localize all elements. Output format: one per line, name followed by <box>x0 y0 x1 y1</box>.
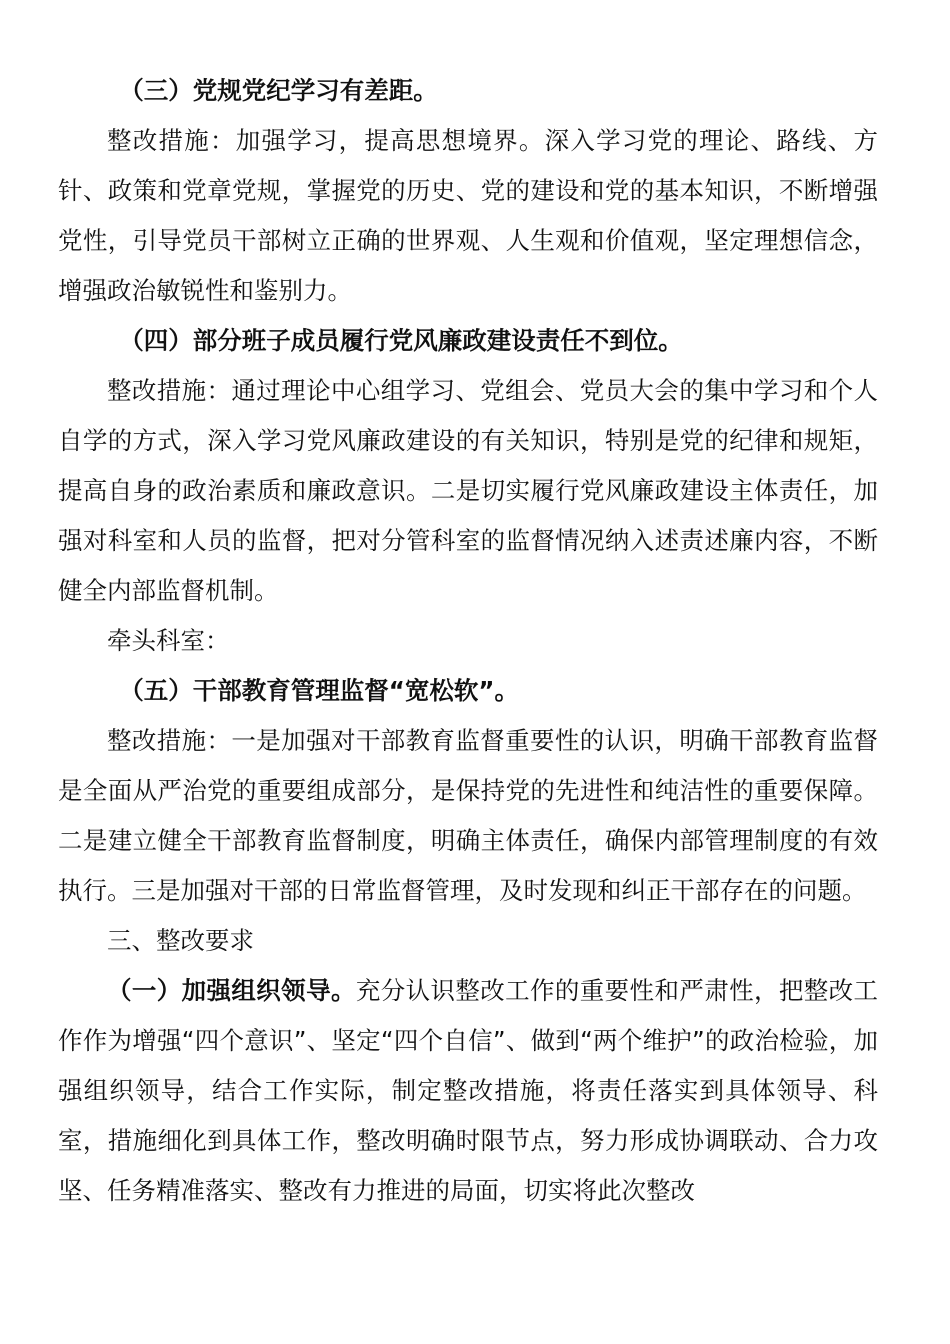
part-title-requirements: 三、整改要求 <box>107 926 254 955</box>
section-heading-5: （五）干部教育管理监督“宽松软”。 <box>119 676 519 705</box>
section-heading-4: （四）部分班子成员履行党风廉政建设责任不到位。 <box>119 326 683 355</box>
document-page <box>58 66 878 1216</box>
requirement-1-body: 充分认识整改工作的重要性和严肃性，把整改工作作为增强“四个意识”、坚定“四个自信”、做到“两个维护”的政治检验，加强组织领导，结合工作实际，制定整改措施，将责任落实到具体领导、科室，措施细化到具体工作，整改明确时限节点，努力形成协调联动、合力攻坚、任务精准落实、整改有力推进的局面，切实将此次整改 <box>58 976 879 1205</box>
lead-department: 牵头科室： <box>107 626 230 655</box>
paragraph-measures-5: 整改措施：一是加强对干部教育监督重要性的认识，明确干部教育监督是全面从严治党的重要组成部分，是保持党的先进性和纯洁性的重要保障。二是建立健全干部教育监督制度，明确主体责任，确保内部管理制度的有效执行。三是加强对干部的日常监督管理，及时发现和纠正干部存在的问题。 <box>58 726 878 905</box>
paragraph-requirement-1 <box>58 966 878 1216</box>
paragraph-measures-4: 整改措施：通过理论中心组学习、党组会、党员大会的集中学习和个人自学的方式，深入学习党风廉政建设的有关知识，特别是党的纪律和规矩，提高自身的政治素质和廉政意识。二是切实履行党风廉政建设主体责任，加强对科室和人员的监督，把对分管科室的监督情况纳入述责述廉内容，不断健全内部监督机制。 <box>58 376 878 605</box>
requirement-1-lead: （一）加强组织领导。 <box>107 976 356 1005</box>
paragraph-measures-3: 整改措施：加强学习，提高思想境界。深入学习党的理论、路线、方针、政策和党章党规，掌握党的历史、党的建设和党的基本知识，不断增强党性，引导党员干部树立正确的世界观、人生观和价值观，坚定理想信念，增强政治敏锐性和鉴别力。 <box>58 126 878 305</box>
section-heading-3: （三）党规党纪学习有差距。 <box>119 76 438 105</box>
